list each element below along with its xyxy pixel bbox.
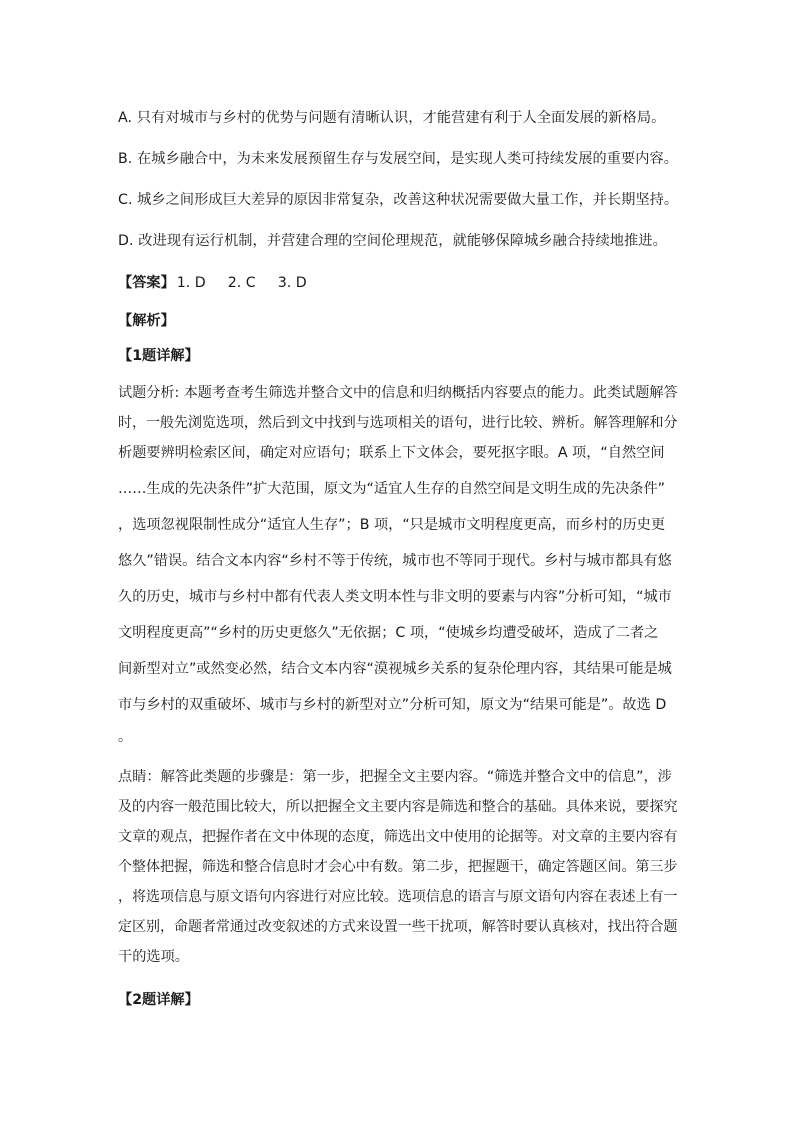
q1-line: 悠久”错误。结合文本内容“乡村不等于传统，城市也不等同于现代。乡村与城市都具有悠 xyxy=(118,553,672,569)
tip-line: 点睛：解答此类题的步骤是：第一步，把握全文主要内容。“筛选并整合文中的信息”，涉 xyxy=(118,769,672,785)
q1-line: 市与乡村的双重破坏、城市与乡村的新型对立”分析可知，原文为“结果可能是”。故选 D xyxy=(118,697,667,713)
tip-line: 干的选项。 xyxy=(118,949,189,965)
q1-line: 间新型对立”或然变必然，结合文本内容“漠视城乡关系的复杂伦理内容，其结果可能是城 xyxy=(118,661,672,677)
tip-line: ，将选项信息与原文语句内容进行对应比较。选项信息的语言与原文语句内容在表述上有一 xyxy=(118,889,678,905)
tip-line: 及的内容一般范围比较大，所以把握全文主要内容是筛选和整合的基础。具体来说，要探究 xyxy=(118,799,678,815)
option-b: B. 在城乡融合中，为未来发展预留生存与发展空间，是实现人类可持续发展的重要内容。 xyxy=(118,151,678,167)
q1-line: 析题要辨明检索区间，确定对应语句；联系上下文体会，要死抠字眼。A 项，“自然空间 xyxy=(118,445,665,461)
answer-label: 【答案】 xyxy=(118,275,175,291)
q1-line: ……生成的先决条件”扩大范围，原文为“适宜人生存的自然空间是文明生成的先决条件” xyxy=(118,481,665,497)
tip-line: 定区别，命题者常通过改变叙述的方式来设置一些干扰项，解答时要认真核对，找出符合题 xyxy=(118,919,678,935)
q1-line: ，选项忽视限制性成分“适宜人生存”；B 项，“只是城市文明程度更高，而乡村的历史更 xyxy=(118,517,666,533)
q1-line: 试题分析: 本题考查考生筛选并整合文中的信息和归纳概括内容要点的能力。此类试题解答 xyxy=(118,385,678,401)
q1-line: 时，一般先浏览选项，然后到文中找到与选项相关的语句，进行比较、辨析。解答理解和分 xyxy=(118,415,678,431)
answer-item-1: 1. D xyxy=(176,275,206,291)
q1-label: 【1题详解】 xyxy=(118,348,199,364)
answer-item-3: 3. D xyxy=(277,275,307,291)
tip-line: 文章的观点，把握作者在文中体现的态度，筛选出文中使用的论据等。对文章的主要内容有 xyxy=(118,829,678,845)
analysis-label: 【解析】 xyxy=(118,313,175,329)
answer-line xyxy=(118,272,329,294)
q1-line: 文明程度更高”“乡村的历史更悠久”无依据；C 项，“使城乡均遭受破坏，造成了二者之 xyxy=(118,625,659,641)
tip-line: 个整体把握，筛选和整合信息时才会心中有数。第二步，把握题干，确定答题区间。第三步 xyxy=(118,859,678,875)
option-a: A. 只有对城市与乡村的优势与问题有清晰认识，才能营建有利于人全面发展的新格局。 xyxy=(118,110,666,126)
answer-values xyxy=(177,275,329,291)
option-d: D. 改进现有运行机制，并营建合理的空间伦理规范，就能够保障城乡融合持续地推进。 xyxy=(118,233,667,249)
q1-line: 久的历史，城市与乡村中都有代表人类文明本性与非文明的要素与内容”分析可知，“城市 xyxy=(118,589,672,605)
option-c: C. 城乡之间形成巨大差异的原因非常复杂，改善这种状况需要做大量工作，并长期坚持。 xyxy=(118,192,679,208)
q1-line: 。 xyxy=(118,729,133,745)
q2-label: 【2题详解】 xyxy=(118,992,199,1008)
answer-item-2: 2. C xyxy=(227,275,256,291)
